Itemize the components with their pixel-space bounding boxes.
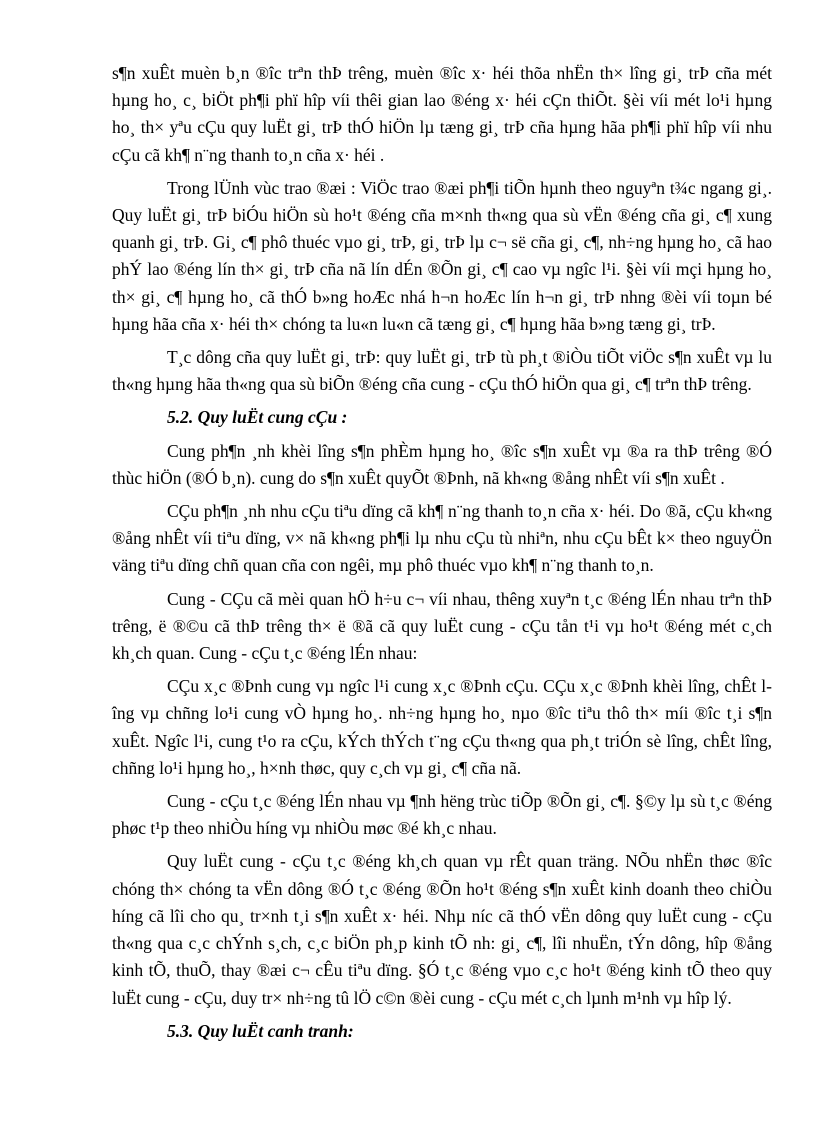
paragraph: s¶n xuÊt muèn b¸n ®îc trªn thÞ trêng, muèn ®îc x· héi thõa nhËn th× lîng gi¸ trÞ cña mét hµng ho¸ c¸ biÖt ph¶i phï hîp víi thêi gian lao ®éng x· héi cÇn thiÕt. §èi víi mét lo¹i hµng ho¸ th× yªu cÇu quy luËt gi¸ trÞ thÓ hiÖn lµ tæng gi¸ trÞ cña hµng hãa ph¶i phï hîp víi nhu cÇu cã kh¶ n¨ng thanh to¸n cña x· héi . bbox=[112, 63, 772, 165]
section-heading: 5.3. Quy luËt canh tranh: bbox=[167, 1020, 354, 1041]
paragraph: Cung ph¶n ¸nh khèi lîng s¶n phÈm hµng ho¸ ®îc s¶n xuÊt vµ ®a ra thÞ trêng ®Ó thùc hiÖn (®Ó b¸n). cung do s¶n xuÊt quyÕt ®Þnh, nã kh«ng ®ång nhÊt víi s¶n xuÊt . bbox=[112, 440, 772, 488]
paragraph: T¸c dông cña quy luËt gi¸ trÞ: quy luËt gi¸ trÞ tù ph¸t ®iÒu tiÕt viÖc s¶n xuÊt vµ lu th«ng hµng hãa th«ng qua sù biÕn ®éng cña cung - cÇu thÓ hiÖn qua gi¸ c¶ trªn thÞ trêng. bbox=[112, 347, 772, 395]
section-heading: 5.2. Quy luËt cung cÇu : bbox=[167, 407, 348, 428]
document-body bbox=[112, 60, 772, 1051]
paragraph: CÇu ph¶n ¸nh nhu cÇu tiªu dïng cã kh¶ n¨ng thanh to¸n cña x· héi. Do ®ã, cÇu kh«ng ®ång nhÊt víi tiªu dïng, v× nã kh«ng ph¶i lµ nhu cÇu tù nhiªn, nhu cÇu bÊt k× theo nguyÖn väng tiªu dïng chñ quan cña con ngêi, mµ phô thuéc vµo kh¶ n¨ng thanh to¸n. bbox=[112, 501, 772, 576]
paragraph: CÇu x¸c ®Þnh cung vµ ngîc l¹i cung x¸c ®Þnh cÇu. CÇu x¸c ®Þnh khèi lîng, chÊt lîng vµ chñng lo¹i cung vÒ hµng ho¸. nh÷ng hµng ho¸ nµo ®îc tiªu thô th× míi ®îc t¸i s¶n xuÊt. Ngîc l¹i, cung t¹o ra cÇu, kÝch thÝch t¨ng cÇu th«ng qua ph¸t triÓn sè lîng, chÊt lîng, chñng lo¹i hµng ho¸, h×nh thøc, quy c¸ch vµ gi¸ c¶ cña nã. bbox=[112, 676, 772, 778]
paragraph: Quy luËt cung - cÇu t¸c ®éng kh¸ch quan vµ rÊt quan träng. NÕu nhËn thøc ®îc chóng th× chóng ta vËn dông ®Ó t¸c ®éng ®Õn ho¹t ®éng s¶n xuÊt kinh doanh theo chiÒu híng cã lîi cho qu¸ tr×nh t¸i s¶n xuÊt x· héi. Nhµ níc cã thÓ vËn dông quy luËt cung - cÇu th«ng qua c¸c chÝnh s¸ch, c¸c biÖn ph¸p kinh tÕ nh: gi¸ c¶, lîi nhuËn, tÝn dông, hîp ®ång kinh tÕ, thuÕ, thay ®æi c¬ cÊu tiªu dïng. §Ó t¸c ®éng vµo c¸c ho¹t ®éng kinh tÕ theo quy luËt cung - cÇu, duy tr× nh÷ng tû lÖ c©n ®èi cung - cÇu mét c¸ch lµnh m¹nh vµ hîp lý. bbox=[112, 851, 772, 1008]
paragraph: Cung - cÇu t¸c ®éng lÉn nhau vµ ¶nh hëng trùc tiÕp ®Õn gi¸ c¶. §©y lµ sù t¸c ®éng phøc t¹p theo nhiÒu híng vµ nhiÒu møc ®é kh¸c nhau. bbox=[112, 791, 772, 839]
paragraph: Cung - CÇu cã mèi quan hÖ h÷u c¬ víi nhau, thêng xuyªn t¸c ®éng lÉn nhau trªn thÞ trêng, ë ®©u cã thÞ trêng th× ë ®ã cã quy luËt cung - cÇu tån t¹i vµ ho¹t ®éng mét c¸ch kh¸ch quan. Cung - cÇu t¸c ®éng lÉn nhau: bbox=[112, 588, 772, 664]
paragraph: Trong lÜnh vùc trao ®æi : ViÖc trao ®æi ph¶i tiÕn hµnh theo nguyªn t¾c ngang gi¸. Quy luËt gi¸ trÞ biÓu hiÖn sù ho¹t ®éng cña m×nh th«ng qua sù vËn ®éng cña gi¸ c¶ xung quanh gi¸ trÞ. Gi¸ c¶ phô thuéc vµo gi¸ trÞ, gi¸ trÞ lµ c¬ së cña gi¸ c¶, nh÷ng hµng ho¸ cã hao phÝ lao ®éng lín th× gi¸ trÞ cña nã lín dÉn ®Õn gi¸ c¶ cao vµ ngîc l¹i. §èi víi mçi hµng ho¸ th× gi¸ c¶ hµng ho¸ cã thÓ b»ng hoÆc nhá h¬n hoÆc lín h¬n gi¸ trÞ nhng ®èi víi toµn bé hµng hãa cña x· héi th× chóng ta lu«n lu«n cã tæng gi¸ c¶ hµng hãa b»ng tæng gi¸ trÞ. bbox=[112, 177, 772, 334]
